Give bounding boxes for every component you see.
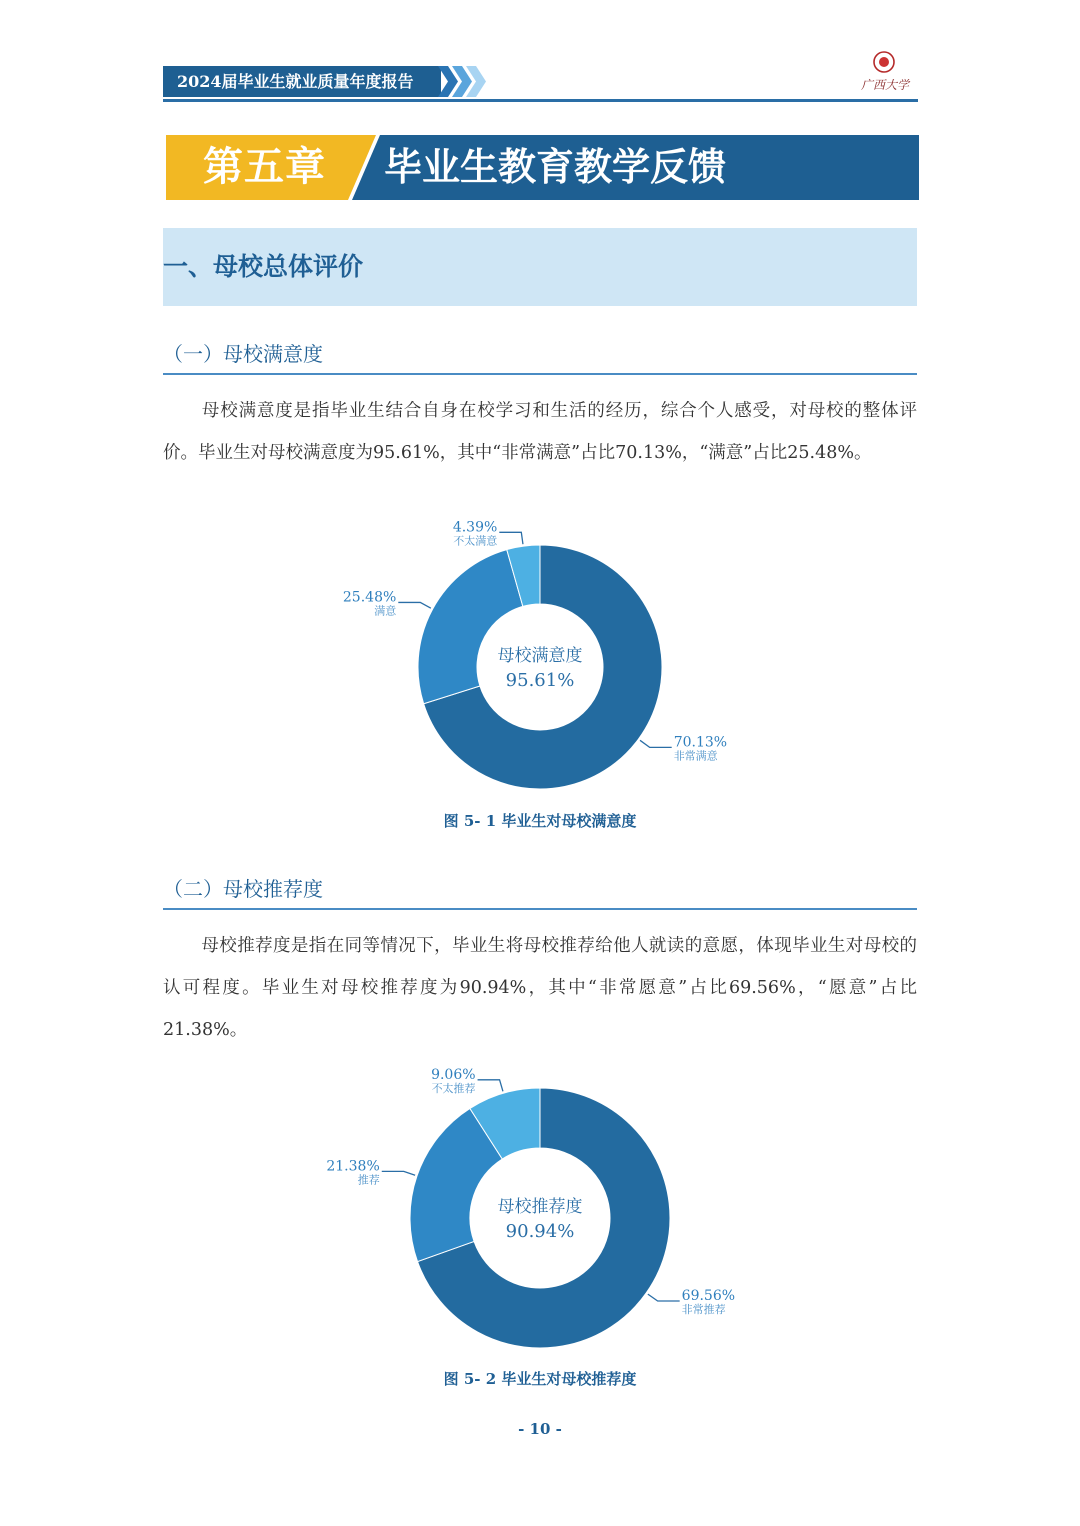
subsection-2-text: 母校推荐度是指在同等情况下，毕业生将母校推荐给他人就读的意愿，体现毕业生对母校的认可程度。毕业生对母校推荐度为90.94%，其中“非常愿意”占比69.56%，“愿意”占比21.38%。 xyxy=(163,936,917,1040)
subsection-1-paragraph xyxy=(163,390,917,474)
subsection-1-text: 母校满意度是指毕业生结合自身在校学习和生活的经历，综合个人感受，对母校的整体评价。毕业生对母校满意度为95.61%，其中“非常满意”占比70.13%，“满意”占比25.48%。 xyxy=(163,401,917,463)
report-header-title: 2024届毕业生就业质量年度报告 xyxy=(163,66,441,97)
figure-2-caption: 图 5- 2 毕业生对母校推荐度 xyxy=(443,1370,637,1388)
header-rule xyxy=(163,99,918,102)
leader-line-2 xyxy=(478,1080,503,1092)
slice-value-label-2: 4.39% xyxy=(452,519,498,536)
chapter-title: 毕业生教育教学反馈 xyxy=(384,145,727,189)
slice-value-label-0: 69.56% xyxy=(681,1288,736,1305)
subsection-1-title: （一）母校满意度 xyxy=(163,342,323,366)
section-title: 一、母校总体评价 xyxy=(163,252,364,281)
leader-line-0 xyxy=(648,1294,680,1301)
leader-line-1 xyxy=(382,1171,415,1175)
slice-category-label-0: 非常满意 xyxy=(673,749,718,763)
chapter-number: 第五章 xyxy=(203,144,326,190)
leader-line-0 xyxy=(640,740,672,747)
donut-center-value: 95.61% xyxy=(505,670,575,691)
slice-value-label-2: 9.06% xyxy=(431,1066,476,1083)
donut-center-label: 母校推荐度 xyxy=(497,1197,583,1217)
university-logo-text: 广西大学 xyxy=(860,78,909,92)
slice-value-label-1: 21.38% xyxy=(326,1158,380,1175)
slice-category-label-0: 非常推荐 xyxy=(681,1303,726,1317)
slice-category-label-1: 满意 xyxy=(374,604,397,618)
leader-line-2 xyxy=(499,532,523,544)
page-number: - 10 - xyxy=(518,1420,562,1438)
donut-center-value: 90.94% xyxy=(505,1221,575,1242)
leader-line-1 xyxy=(398,602,431,608)
slice-category-label-2: 不太满意 xyxy=(453,534,498,548)
slice-value-label-0: 70.13% xyxy=(673,734,728,751)
donut-center-label: 母校满意度 xyxy=(497,646,583,666)
slice-category-label-2: 不太推荐 xyxy=(431,1081,476,1095)
subsection-2-paragraph xyxy=(163,925,917,1051)
satisfaction-donut-chart xyxy=(300,510,780,800)
slice-category-label-1: 推荐 xyxy=(357,1173,380,1187)
subsection-2-title: （二）母校推荐度 xyxy=(163,877,323,901)
header-chevrons xyxy=(438,66,490,97)
recommendation-donut-chart xyxy=(300,1058,780,1358)
subsection-2-rule xyxy=(163,908,917,910)
subsection-1-rule xyxy=(163,373,917,375)
slice-value-label-1: 25.48% xyxy=(342,589,397,606)
figure-1-caption: 图 5- 1 毕业生对母校满意度 xyxy=(443,812,637,830)
